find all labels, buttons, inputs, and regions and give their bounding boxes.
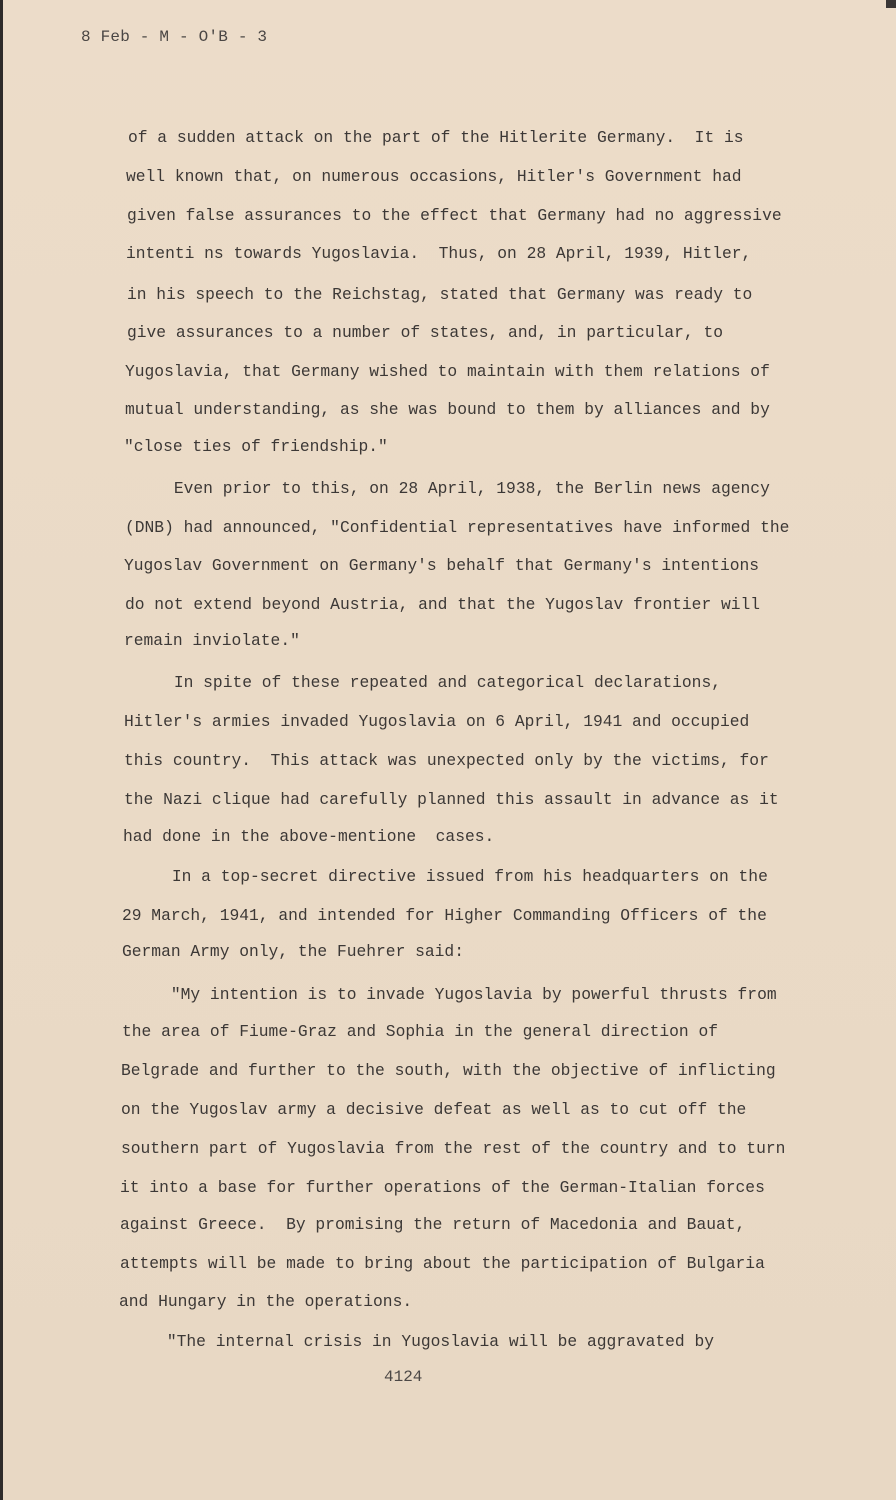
text-line: this country. This attack was unexpected only by the victims, for	[124, 751, 769, 770]
text-line: Yugoslavia, that Germany wished to maintain with them relations of	[125, 362, 770, 381]
text-line: had done in the above-mentione cases.	[123, 827, 495, 846]
text-line: German Army only, the Fuehrer said:	[122, 942, 464, 961]
page-number: 4124	[384, 1368, 423, 1386]
text-line: of a sudden attack on the part of the Hitlerite Germany. It is	[128, 128, 744, 147]
text-line: attempts will be made to bring about the participation of Bulgaria	[120, 1254, 765, 1273]
text-line: mutual understanding, as she was bound to them by alliances and by	[125, 400, 770, 419]
text-line: (DNB) had announced, "Confidential representatives have informed the	[125, 518, 790, 537]
text-line: Hitler's armies invaded Yugoslavia on 6 April, 1941 and occupied	[124, 712, 750, 731]
corner-mark	[886, 0, 896, 8]
text-line: given false assurances to the effect that Germany had no aggressive	[127, 206, 782, 225]
text-line: In a top-secret directive issued from his headquarters on the	[123, 867, 768, 886]
text-line: Belgrade and further to the south, with the objective of inflicting	[121, 1061, 776, 1080]
text-line: "close ties of friendship."	[124, 437, 388, 456]
text-line: the Nazi clique had carefully planned this assault in advance as it	[124, 790, 779, 809]
text-line: In spite of these repeated and categorical declarations,	[125, 673, 721, 692]
text-line: Yugoslav Government on Germany's behalf that Germany's intentions	[124, 556, 760, 575]
text-line: on the Yugoslav army a decisive defeat as well as to cut off the	[121, 1100, 747, 1119]
text-line: the area of Fiume-Graz and Sophia in the general direction of	[122, 1022, 718, 1041]
text-line: in his speech to the Reichstag, stated that Germany was ready to	[127, 285, 753, 304]
text-line: give assurances to a number of states, and, in particular, to	[127, 323, 723, 342]
text-line: southern part of Yugoslavia from the rest of the country and to turn	[121, 1139, 786, 1158]
text-line: Even prior to this, on 28 April, 1938, the Berlin news agency	[125, 479, 770, 498]
text-line: 29 March, 1941, and intended for Higher Commanding Officers of the	[122, 906, 767, 925]
text-line: against Greece. By promising the return of Macedonia and Bauat,	[120, 1215, 746, 1234]
text-line: intenti ns towards Yugoslavia. Thus, on 28 April, 1939, Hitler,	[126, 244, 752, 263]
text-line: well known that, on numerous occasions, Hitler's Government had	[126, 167, 742, 186]
text-line: do not extend beyond Austria, and that the Yugoslav frontier will	[125, 595, 761, 614]
text-line: remain inviolate."	[124, 631, 300, 650]
page-edge	[0, 0, 3, 1500]
text-line: and Hungary in the operations.	[119, 1292, 413, 1311]
text-line: it into a base for further operations of the German-Italian forces	[120, 1178, 765, 1197]
text-line: "The internal crisis in Yugoslavia will be aggravated by	[118, 1332, 714, 1351]
page-reference-header: 8 Feb - M - O'B - 3	[81, 28, 268, 46]
text-line: "My intention is to invade Yugoslavia by powerful thrusts from	[122, 985, 777, 1004]
